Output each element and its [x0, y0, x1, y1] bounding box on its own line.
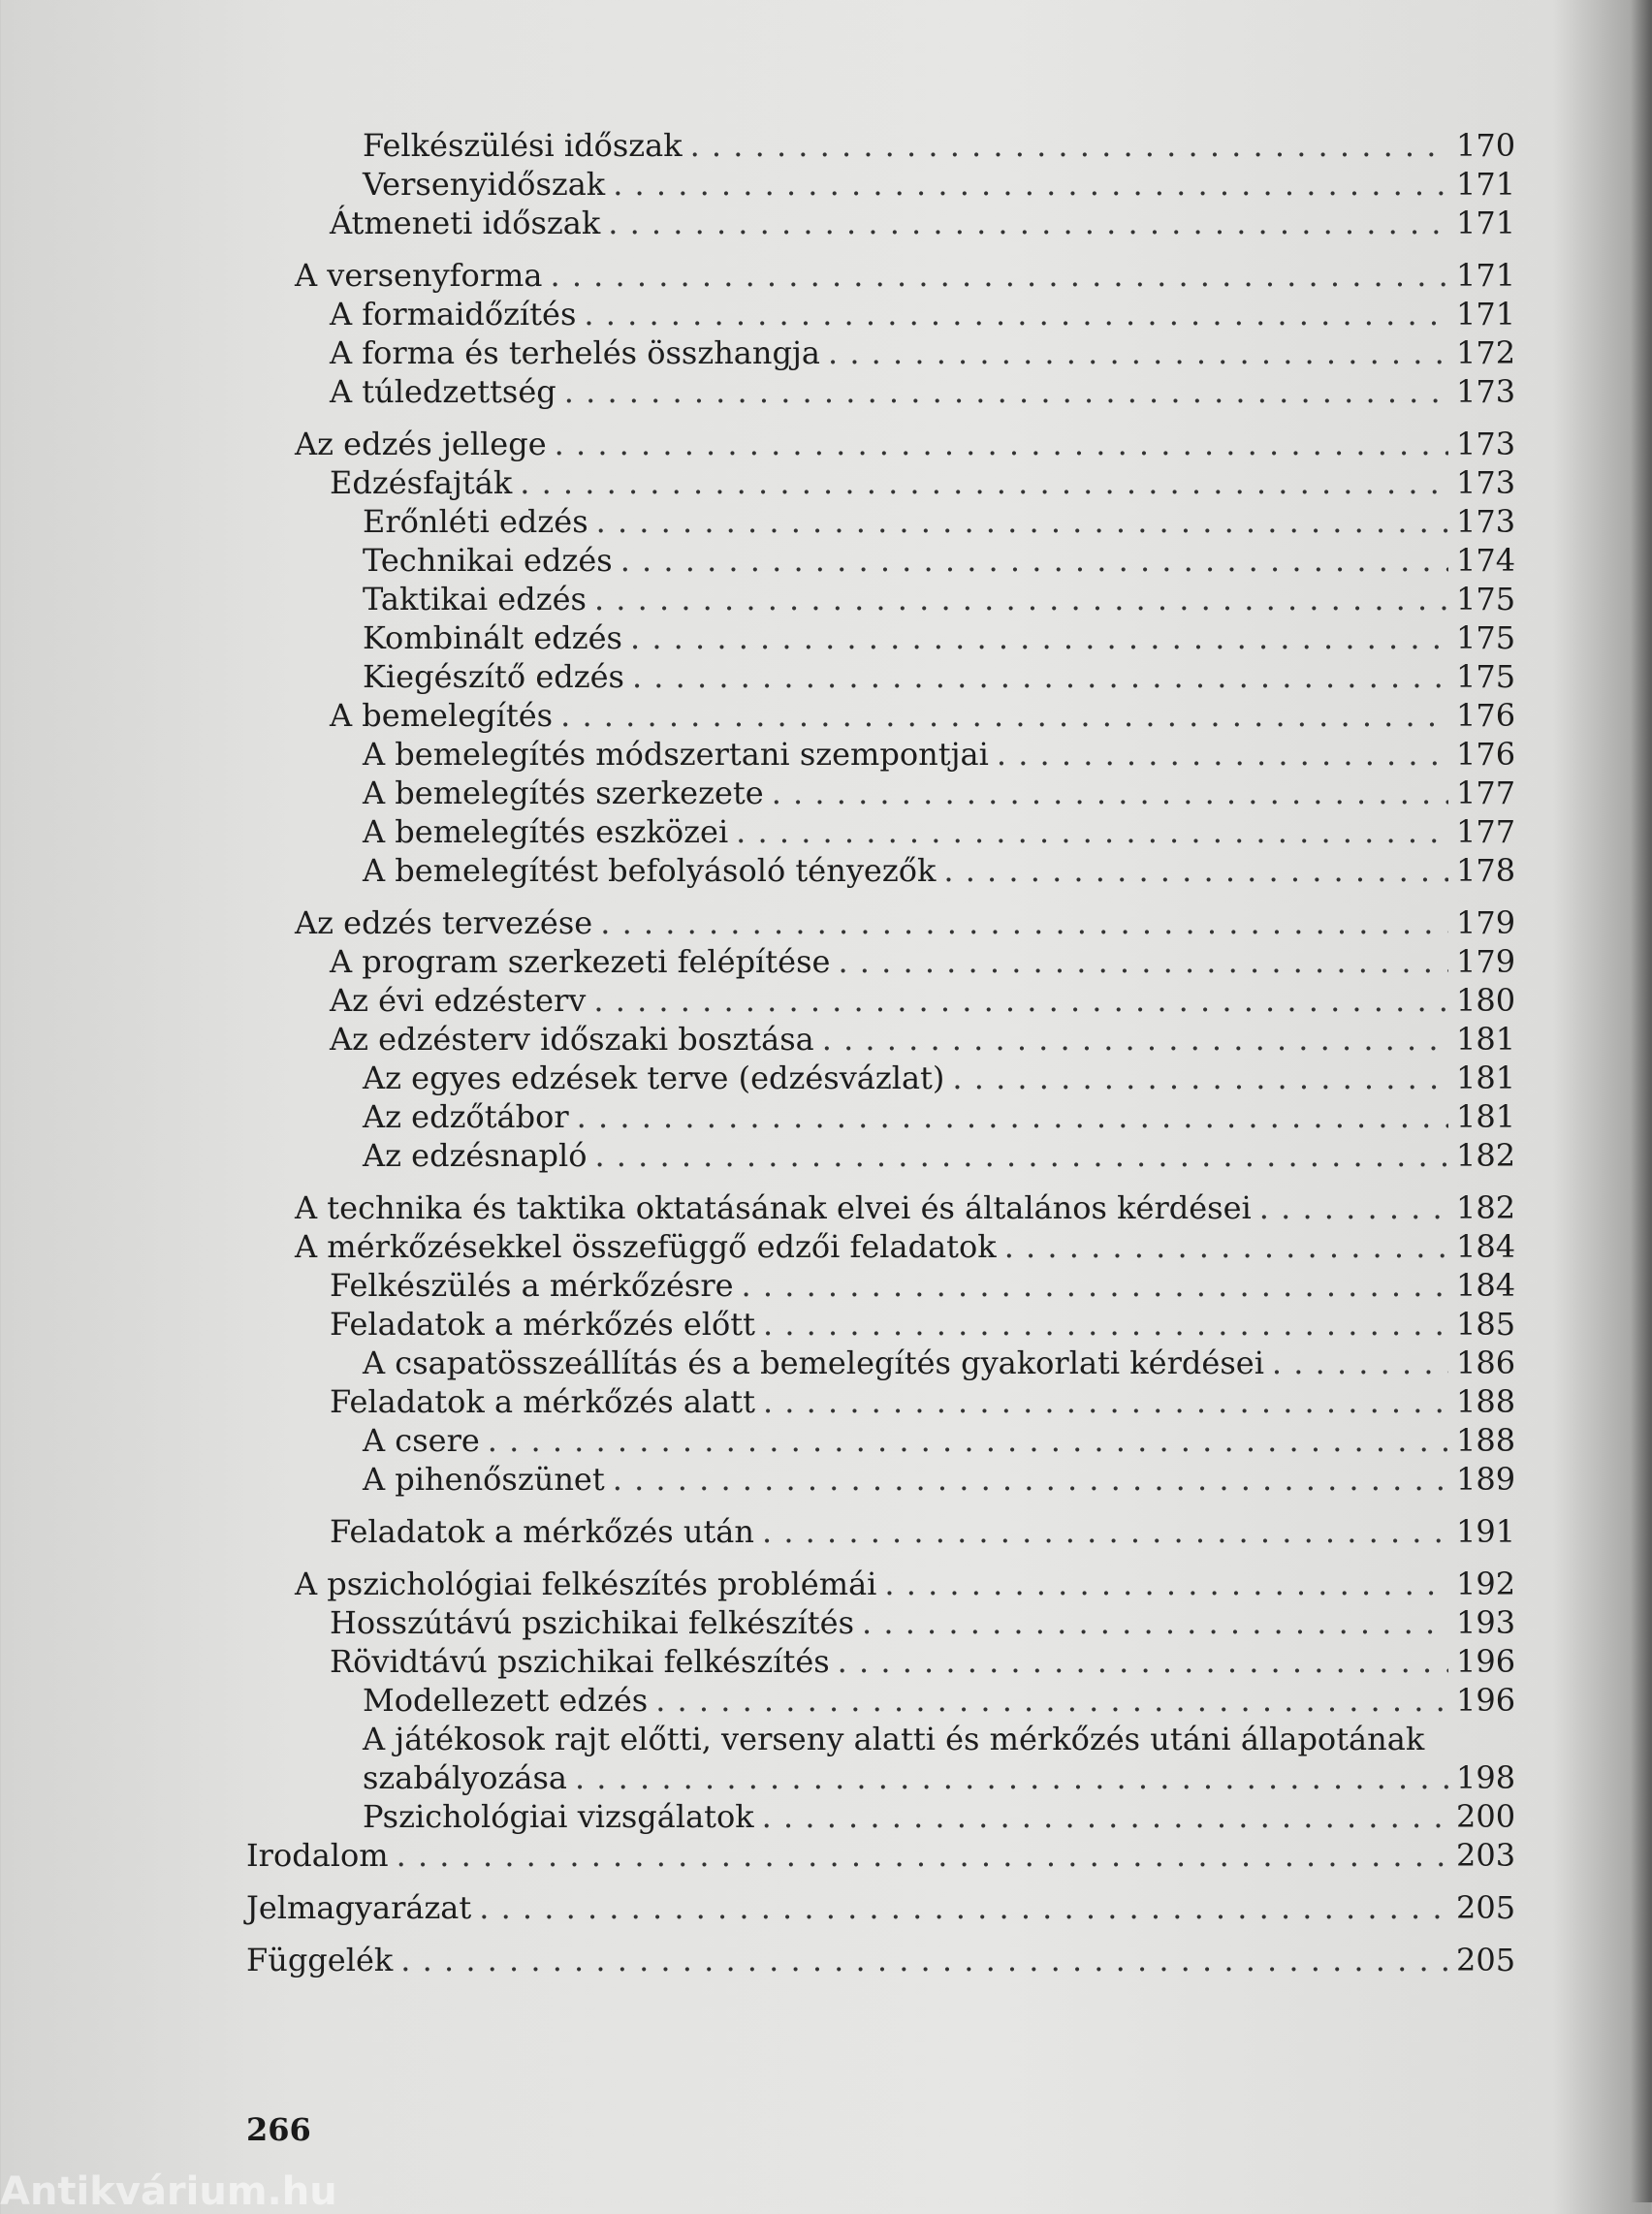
- toc-entry-page: 177: [1456, 775, 1516, 811]
- toc-entry-page: 175: [1456, 619, 1516, 656]
- toc-entry: [330, 1305, 1514, 1344]
- toc-leader-dots: [762, 1512, 1448, 1551]
- toc-leader-dots: [594, 1136, 1448, 1175]
- toc-entry-title: A versenyforma: [295, 257, 543, 294]
- toc-leader-dots: [742, 1266, 1448, 1305]
- toc-entry-title: Az edzésterv időszaki bosztása: [330, 1021, 814, 1058]
- toc-leader-dots: [488, 1421, 1448, 1460]
- toc-entry: [295, 903, 1514, 942]
- toc-entry-title: A pszichológiai felkészítés problémái: [295, 1566, 877, 1602]
- toc-entry: [246, 1836, 1514, 1875]
- toc-entry-title: Hosszútávú pszichikai felkészítés: [330, 1604, 854, 1641]
- toc-spacer: [0, 1875, 1652, 1888]
- toc-entry-title: A csapatösszeállítás és a bemelegítés gyakorlati kérdései: [363, 1344, 1264, 1381]
- toc-entry: [363, 618, 1514, 657]
- toc-entry-title: A forma és terhelés összhangja: [330, 334, 820, 371]
- toc-entry-page: 175: [1456, 581, 1516, 617]
- toc-entry: [330, 1642, 1514, 1681]
- toc-entry-title: Pszichológiai vizsgálatok: [363, 1798, 754, 1835]
- toc-leader-dots: [555, 425, 1448, 463]
- toc-entry-page: 205: [1456, 1889, 1516, 1926]
- toc-entry-title: Felkészülési időszak: [363, 127, 683, 164]
- toc-entry-page: 178: [1456, 852, 1516, 889]
- toc-entry: [363, 735, 1514, 774]
- toc-entry-title: A túledzettség: [330, 373, 556, 410]
- toc-entry-page: 205: [1456, 1942, 1516, 1978]
- toc-entry-page: 173: [1456, 373, 1516, 410]
- toc-entry: [363, 1421, 1514, 1460]
- toc-entry-title: A bemelegítést befolyásoló tényezők: [363, 852, 937, 889]
- toc-entry-title: Modellezett edzés: [363, 1682, 649, 1719]
- toc-entry-title: Az edzőtábor: [363, 1098, 569, 1135]
- toc-leader-dots: [630, 618, 1448, 657]
- toc-entry-title: Taktikai edzés: [363, 581, 587, 617]
- toc-entry-page: 173: [1456, 503, 1516, 540]
- toc-entry: [295, 256, 1514, 295]
- toc-entry-title: A bemelegítés szerkezete: [363, 775, 764, 811]
- toc-entry-title: A bemelegítés eszközei: [363, 813, 729, 850]
- toc-leader-dots: [584, 295, 1448, 333]
- toc-leader-dots: [520, 463, 1448, 502]
- toc-entry-title: Az edzés jellege: [295, 426, 547, 462]
- toc-entry-title: A program szerkezeti felépítése: [330, 943, 831, 980]
- toc-entry: [363, 1097, 1514, 1136]
- toc-entry-page: 196: [1456, 1682, 1516, 1719]
- toc-entry-page: 173: [1456, 464, 1516, 501]
- toc-leader-dots: [943, 851, 1448, 890]
- toc-entry: [330, 372, 1514, 411]
- toc-entry: [330, 942, 1514, 981]
- toc-leader-dots: [1004, 1227, 1448, 1266]
- toc-entry: [363, 502, 1514, 541]
- toc-entry-title: Irodalom: [246, 1837, 389, 1874]
- toc-entry-title: Kombinált edzés: [363, 619, 622, 656]
- toc-entry-title: Feladatok a mérkőzés előtt: [330, 1306, 755, 1343]
- toc-entry-page: 174: [1456, 542, 1516, 579]
- toc-leader-dots: [736, 812, 1448, 851]
- toc-leader-dots: [600, 903, 1448, 942]
- toc-entry: [363, 1344, 1514, 1382]
- toc-entry-title: Rövidtávú pszichikai felkészítés: [330, 1643, 830, 1680]
- toc-entry-title: A bemelegítés: [330, 697, 554, 734]
- toc-entry-page: 171: [1456, 166, 1516, 203]
- toc-entry-page: 176: [1456, 736, 1516, 773]
- toc-leader-dots: [594, 580, 1448, 618]
- toc-leader-dots: [608, 204, 1448, 242]
- toc-leader-dots: [763, 1305, 1448, 1344]
- toc-entry-title: Feladatok a mérkőzés alatt: [330, 1383, 755, 1420]
- toc-entry: [330, 1020, 1514, 1059]
- toc-leader-dots: [400, 1941, 1448, 1979]
- toc-entry-page: 184: [1456, 1228, 1516, 1265]
- toc-entry-page: 171: [1456, 205, 1516, 241]
- toc-entry-page: 189: [1456, 1461, 1516, 1498]
- toc-leader-dots: [560, 696, 1448, 735]
- toc-entry-title: A pihenőszünet: [363, 1461, 605, 1498]
- toc-entry: [330, 333, 1514, 372]
- toc-entry-page: 182: [1456, 1137, 1516, 1174]
- toc-leader-dots: [822, 1020, 1448, 1059]
- toc-leader-dots: [397, 1836, 1448, 1875]
- toc-leader-dots: [862, 1603, 1448, 1642]
- toc-entry-page: 179: [1456, 904, 1516, 941]
- toc-entry-page: 181: [1456, 1021, 1516, 1058]
- toc-entry-page: 181: [1456, 1098, 1516, 1135]
- toc-entry-page: 173: [1456, 426, 1516, 462]
- toc-entry-page: 193: [1456, 1604, 1516, 1641]
- toc-entry-title: A játékosok rajt előtti, verseny alatti és mérkőzés utáni állapotának: [363, 1721, 1425, 1757]
- toc-entry-title: Feladatok a mérkőzés után: [330, 1513, 754, 1550]
- toc-entry: [295, 1227, 1514, 1266]
- toc-entry: [295, 1565, 1514, 1603]
- toc-entry: [363, 1720, 1514, 1758]
- toc-entry: [363, 1797, 1514, 1836]
- toc-entry: [330, 1603, 1514, 1642]
- toc-entry-title: szabályozása: [363, 1759, 567, 1796]
- toc-leader-dots: [550, 256, 1448, 295]
- toc-leader-dots: [772, 774, 1448, 812]
- toc-spacer: [0, 242, 1652, 256]
- toc-entry-title: Versenyidőszak: [363, 166, 606, 203]
- toc-entry: [330, 1382, 1514, 1421]
- toc-leader-dots: [838, 942, 1448, 981]
- toc-entry: [246, 1888, 1514, 1927]
- toc-leader-dots: [1259, 1188, 1448, 1227]
- toc-entry: [330, 696, 1514, 735]
- toc-entry: [363, 1681, 1514, 1720]
- toc-entry-title: A csere: [363, 1422, 480, 1459]
- toc-entry-title: A technika és taktika oktatásának elvei és általános kérdései: [295, 1189, 1252, 1226]
- toc-spacer: [0, 890, 1652, 903]
- toc-entry: [363, 657, 1514, 696]
- toc-entry-page: 171: [1456, 296, 1516, 332]
- toc-leader-dots: [690, 126, 1448, 165]
- toc-entry-title: A bemelegítés módszertani szempontjai: [363, 736, 989, 773]
- toc-entry-page: 179: [1456, 943, 1516, 980]
- toc-entry: [330, 463, 1514, 502]
- toc-leader-dots: [762, 1797, 1448, 1836]
- toc-entry-page: 177: [1456, 813, 1516, 850]
- toc-entry-page: 203: [1456, 1837, 1516, 1874]
- toc-entry-title: Az edzés tervezése: [295, 904, 593, 941]
- toc-entry-page: 170: [1456, 127, 1516, 164]
- toc-entry-title: Felkészülés a mérkőzésre: [330, 1267, 734, 1304]
- page-number: 266: [246, 2111, 311, 2148]
- toc-leader-dots: [838, 1642, 1448, 1681]
- toc-entry-title: Az edzésnapló: [363, 1137, 588, 1174]
- toc-entry-page: 188: [1456, 1422, 1516, 1459]
- toc-entry: [363, 1460, 1514, 1499]
- toc-entry-title: Az egyes edzések terve (edzésvázlat): [363, 1060, 945, 1096]
- toc-leader-dots: [828, 333, 1448, 372]
- toc-leader-dots: [593, 981, 1448, 1020]
- toc-entry-page: 171: [1456, 257, 1516, 294]
- toc-entry-page: 200: [1456, 1798, 1516, 1835]
- toc-entry: [295, 425, 1514, 463]
- toc-leader-dots: [613, 165, 1448, 204]
- toc-entry: [330, 981, 1514, 1020]
- toc-entry-page: 181: [1456, 1060, 1516, 1096]
- toc-leader-dots: [884, 1565, 1448, 1603]
- toc-entry-page: 192: [1456, 1566, 1516, 1602]
- toc-entry: [363, 851, 1514, 890]
- toc-entry: [363, 126, 1514, 165]
- toc-entry-page: 172: [1456, 334, 1516, 371]
- toc-entry-title: Edzésfajták: [330, 464, 513, 501]
- toc-leader-dots: [577, 1097, 1448, 1136]
- toc-entry-title: Jelmagyarázat: [246, 1889, 472, 1926]
- toc-entry-title: Kiegészítő edzés: [363, 658, 624, 695]
- toc-entry: [363, 1059, 1514, 1097]
- toc-entry-page: 191: [1456, 1513, 1516, 1550]
- toc-entry-page: 185: [1456, 1306, 1516, 1343]
- toc-entry: [363, 774, 1514, 812]
- toc-leader-dots: [655, 1681, 1448, 1720]
- toc-entry-page: 182: [1456, 1189, 1516, 1226]
- toc-leader-dots: [1272, 1344, 1448, 1382]
- toc-entry-title: Függelék: [246, 1942, 394, 1978]
- toc-leader-dots: [997, 735, 1448, 774]
- toc-entry: [363, 165, 1514, 204]
- toc-entry: [330, 295, 1514, 333]
- toc-entry-title: Technikai edzés: [363, 542, 613, 579]
- toc-entry: [363, 1136, 1514, 1175]
- toc-entry-title: A mérkőzésekkel összefüggő edzői feladatok: [295, 1228, 997, 1265]
- toc-entry-page: 180: [1456, 982, 1516, 1019]
- toc-entry-title: A formaidőzítés: [330, 296, 577, 332]
- watermark: Antikvárium.hu: [0, 2169, 337, 2214]
- toc-entry-title: Átmeneti időszak: [330, 205, 601, 241]
- toc-leader-dots: [763, 1382, 1448, 1421]
- toc-leader-dots: [613, 1460, 1448, 1499]
- toc-entry-page: 188: [1456, 1383, 1516, 1420]
- toc-entry-page: 186: [1456, 1344, 1516, 1381]
- toc-entry: [330, 1512, 1514, 1551]
- toc-entry-page: 198: [1456, 1759, 1516, 1796]
- table-of-contents: [0, 126, 1652, 1979]
- toc-leader-dots: [952, 1059, 1448, 1097]
- toc-entry: [330, 204, 1514, 242]
- toc-entry-title: Erőnléti edzés: [363, 503, 588, 540]
- toc-spacer: [0, 1551, 1652, 1565]
- toc-entry: [363, 1758, 1514, 1797]
- toc-leader-dots: [632, 657, 1448, 696]
- toc-entry: [246, 1941, 1514, 1979]
- toc-entry-page: 196: [1456, 1643, 1516, 1680]
- toc-spacer: [0, 1175, 1652, 1188]
- toc-spacer: [0, 411, 1652, 425]
- toc-leader-dots: [564, 372, 1448, 411]
- toc-spacer: [0, 1927, 1652, 1941]
- toc-entry-page: 176: [1456, 697, 1516, 734]
- toc-entry-page: 184: [1456, 1267, 1516, 1304]
- toc-entry: [295, 1188, 1514, 1227]
- toc-entry-page: 175: [1456, 658, 1516, 695]
- toc-leader-dots: [575, 1758, 1448, 1797]
- toc-spacer: [0, 1499, 1652, 1512]
- toc-leader-dots: [596, 502, 1448, 541]
- toc-leader-dots: [620, 541, 1448, 580]
- toc-entry: [363, 812, 1514, 851]
- toc-leader-dots: [479, 1888, 1448, 1927]
- toc-entry: [330, 1266, 1514, 1305]
- toc-entry: [363, 541, 1514, 580]
- toc-entry-title: Az évi edzésterv: [330, 982, 587, 1019]
- toc-entry: [363, 580, 1514, 618]
